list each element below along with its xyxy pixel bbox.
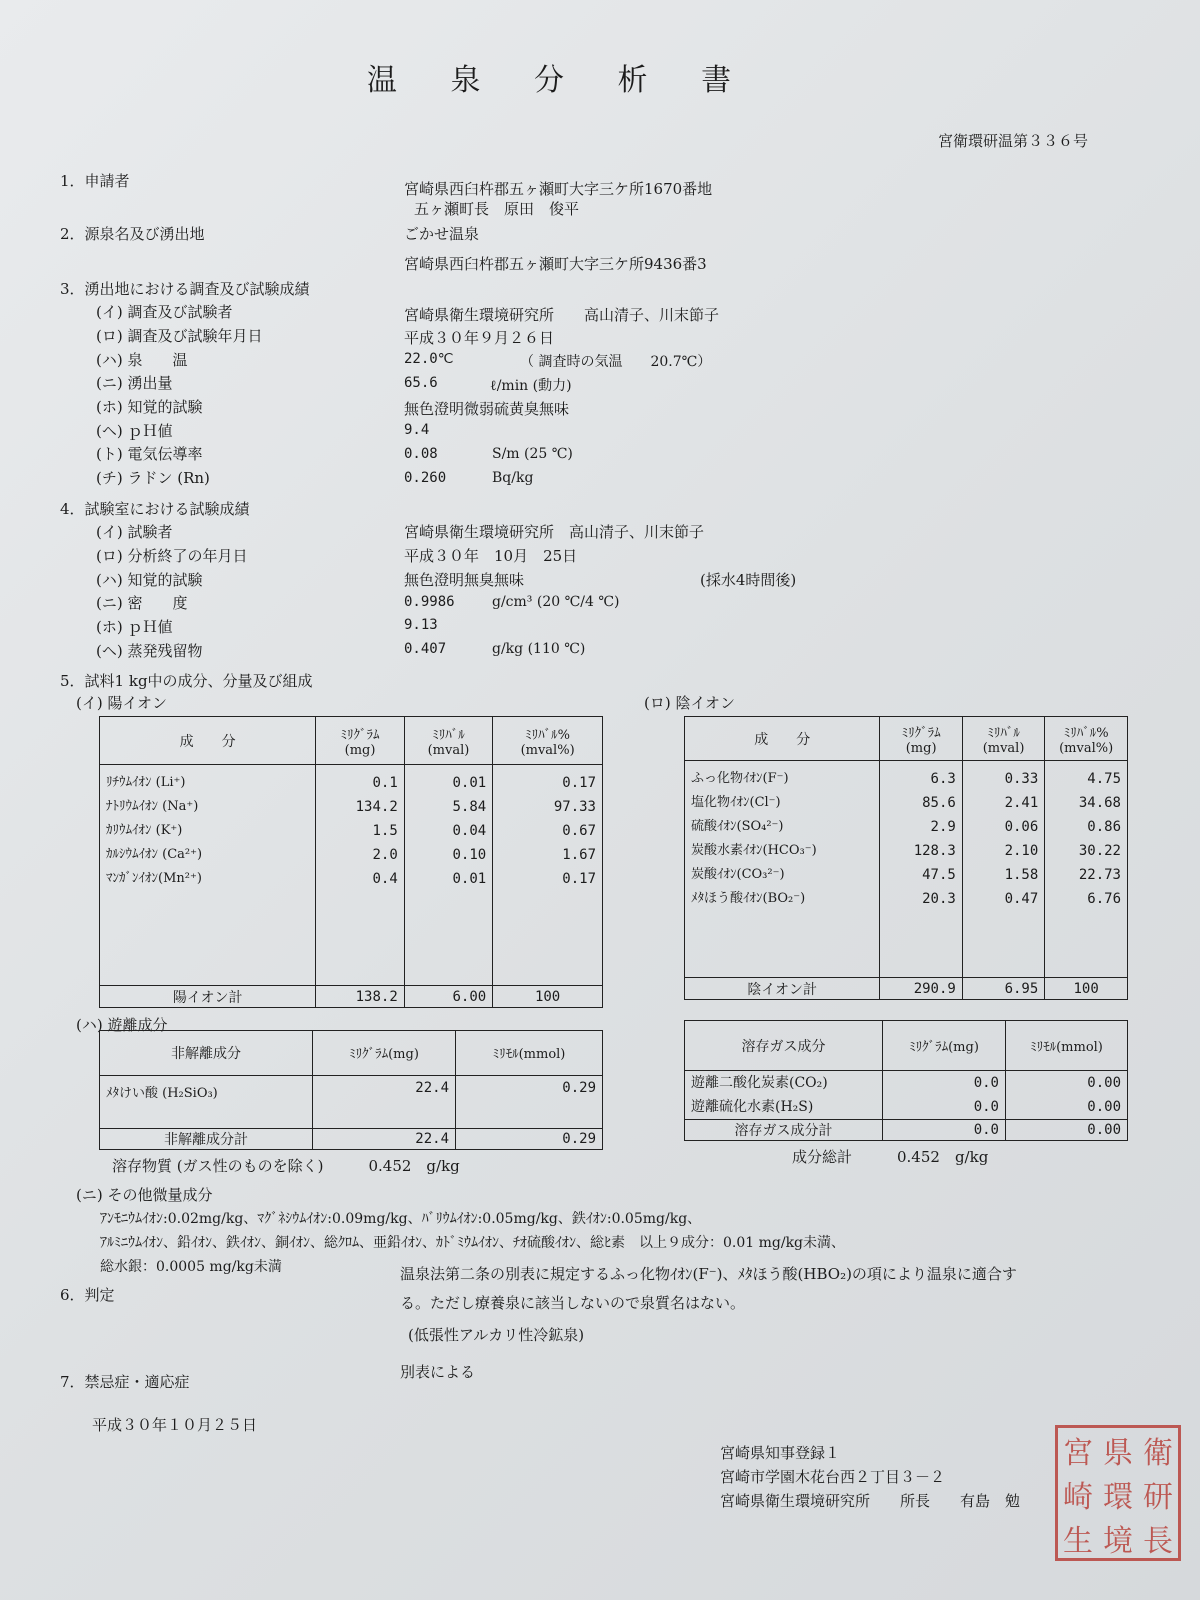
grand-total: 成分総計 0.452 g/kg [792, 1148, 989, 1166]
gas-total-mmol: 0.00 [1006, 1120, 1128, 1141]
issuer-address: 宮崎市学園木花台西２丁目３－２ [720, 1468, 946, 1486]
header-mg-label: ﾐﾘｸﾞﾗﾑ [901, 725, 941, 741]
s3-value: 65.6 [404, 375, 438, 391]
anion-total-mg: 290.9 [880, 978, 962, 1000]
document-number: 宮衛環研温第３３６号 [938, 132, 1089, 150]
gas-header [685, 1021, 1128, 1071]
s3-value: 無色澄明微弱硫黄臭無味 [404, 400, 570, 418]
cation-name: ﾅﾄﾘｳﾑｲｵﾝ (Na⁺) [106, 799, 199, 814]
s3-value-note: S/m (25 ℃) [492, 446, 573, 462]
header-component: 成 分 [100, 717, 316, 765]
anion-pct: 30.22 [1078, 843, 1121, 859]
anion-name: 塩化物ｲｵﾝ(Cl⁻) [691, 795, 781, 810]
header-mval-label: ﾐﾘﾊﾞﾙ [432, 727, 465, 743]
gas-mmol-col [1006, 1071, 1128, 1120]
s4-value: 無色澄明無臭無味 [404, 571, 525, 589]
header-mval-label: ﾐﾘﾊﾞﾙ [987, 725, 1020, 741]
anion-mval: 0.06 [1004, 819, 1039, 835]
nondiss-mg: 22.4 [313, 1075, 456, 1128]
anion-mg: 85.6 [922, 795, 956, 811]
s4-value: 9.13 [404, 617, 438, 633]
header-mg [880, 717, 962, 761]
header-pct-label: ﾐﾘﾊﾞﾙ% [525, 727, 571, 743]
s1-label: 1．申請者 [60, 172, 130, 190]
gas-h1: 溶存ガス成分 [685, 1021, 883, 1071]
cation-mg: 0.4 [372, 871, 398, 887]
header-component: 成 分 [685, 717, 880, 761]
s3-key: (ホ) 知覚的試験 [96, 398, 203, 416]
cation-mg: 2.0 [372, 847, 398, 863]
cation-pct: 97.33 [553, 799, 596, 815]
cation-mval: 0.04 [452, 823, 487, 839]
s3-value: 0.08 [404, 446, 438, 462]
nondiss-mmol: 0.29 [456, 1075, 603, 1128]
anion-total-row [685, 978, 1128, 1000]
cation-mg: 134.2 [355, 799, 398, 815]
s4-value: 0.407 [404, 641, 447, 657]
cation-total-label: 陽イオン計 [100, 986, 316, 1008]
cation-total-row [100, 986, 603, 1008]
anion-pct-col [1045, 761, 1128, 978]
s1-applicant: 五ヶ瀬町長 原田 俊平 [414, 200, 580, 218]
free-component-label: (ハ) 遊離成分 [76, 1016, 168, 1034]
s4-key: (ロ) 分析終了の年月日 [96, 547, 248, 565]
anion-mg: 128.3 [913, 843, 956, 859]
anion-name: ﾒﾀほう酸ｲｵﾝ(BO₂⁻) [691, 891, 806, 906]
gas-body [685, 1071, 1128, 1120]
s7-value: 別表による [400, 1363, 476, 1381]
seal-char: 境 [1103, 1524, 1133, 1559]
s3-key: (ロ) 調査及び試験年月日 [96, 327, 263, 345]
s4-value-note: (採水4時間後) [700, 571, 797, 589]
cation-pct: 0.67 [562, 823, 596, 839]
header-pct-unit: (mval%) [520, 742, 575, 758]
anion-names [685, 761, 880, 978]
cation-mval: 0.01 [452, 871, 487, 887]
anion-mg: 6.3 [930, 771, 956, 787]
anion-mval: 0.33 [1004, 771, 1039, 787]
anion-label: (ロ) 陰イオン [644, 694, 736, 712]
nondiss-row [100, 1075, 603, 1128]
s4-value: 宮崎県衛生環境研究所 高山清子、川末節子 [404, 523, 705, 541]
seal-char: 生 [1063, 1524, 1093, 1559]
cation-total-mg: 138.2 [316, 986, 404, 1008]
cation-mval: 0.10 [452, 847, 487, 863]
s3-key: (ヘ) ｐＨ値 [96, 422, 173, 440]
cation-pct: 0.17 [562, 775, 596, 791]
anion-table-body [685, 761, 1128, 978]
s7-label: 7．禁忌症・適応症 [60, 1373, 190, 1391]
cation-pct: 0.17 [562, 871, 596, 887]
header-mg-label: ﾐﾘｸﾞﾗﾑ [340, 727, 380, 743]
anion-name: ふっ化物ｲｵﾝ(F⁻) [691, 771, 789, 786]
s4-key: (ヘ) 蒸発残留物 [96, 642, 203, 660]
seal-char: 研 [1143, 1480, 1173, 1515]
s4-key: (ハ) 知覚的試験 [96, 571, 203, 589]
dissolved-gas-table [684, 1020, 1128, 1141]
cation-label: (イ) 陽イオン [76, 694, 168, 712]
header-mval-pct [493, 717, 603, 765]
header-pct-unit: (mval%) [1059, 740, 1114, 756]
s4-value-note: g/kg (110 ℃) [492, 641, 586, 657]
anion-total-label: 陰イオン計 [685, 978, 880, 1000]
header-mval-pct [1045, 717, 1128, 761]
anion-mg: 2.9 [930, 819, 956, 835]
header-mval-unit: (mval) [427, 742, 470, 758]
s3-key: (ト) 電気伝導率 [96, 445, 203, 463]
anion-table [684, 716, 1128, 1000]
gas-mmol: 0.00 [1087, 1099, 1121, 1115]
header-mval [404, 717, 492, 765]
s6-spring-type: (低張性アルカリ性冷鉱泉) [408, 1326, 585, 1344]
anion-mval: 0.47 [1004, 891, 1039, 907]
document-title: 温 泉 分 析 書 [366, 63, 754, 98]
s3-key: (ニ) 湧出量 [96, 374, 173, 392]
cation-name: ﾘﾁｳﾑｲｵﾝ (Li⁺) [106, 775, 186, 790]
gas-name: 遊離二酸化炭素(CO₂) [691, 1075, 828, 1091]
seal-char: 県 [1103, 1436, 1133, 1471]
issuer-name: 宮崎県衛生環境研究所 所長 有島 勉 [720, 1492, 1021, 1510]
nondissociated-table [99, 1030, 603, 1150]
s2-label: 2．源泉名及び湧出地 [60, 225, 205, 243]
anion-pct: 34.68 [1078, 795, 1121, 811]
nondiss-h1: 非解離成分 [100, 1031, 313, 1076]
s4-key: (ホ) ｐＨ値 [96, 618, 173, 636]
anion-mval: 2.10 [1004, 843, 1039, 859]
gas-mg-col [883, 1071, 1006, 1120]
cation-mval: 5.84 [452, 799, 487, 815]
anion-mg: 20.3 [922, 891, 956, 907]
gas-mg: 0.0 [973, 1075, 999, 1091]
nondiss-total-mmol: 0.29 [456, 1128, 603, 1149]
s3-key: (ハ) 泉 温 [96, 351, 188, 369]
s4-value-note: g/cm³ (20 ℃/4 ℃) [492, 594, 620, 610]
header-mg-unit: (mg) [905, 740, 937, 756]
header-pct-label: ﾐﾘﾊﾞﾙ% [1063, 725, 1109, 741]
nondiss-total-mg: 22.4 [313, 1128, 456, 1149]
nondiss-total-label: 非解離成分計 [100, 1128, 313, 1149]
trace-line-3: 総水銀：0.0005 mg/kg未満 [100, 1259, 282, 1275]
cation-name: ｶﾙｼｳﾑｲｵﾝ (Ca²⁺) [106, 847, 203, 862]
issue-date: 平成３０年１０月２５日 [92, 1416, 258, 1434]
gas-name: 遊離硫化水素(H₂S) [691, 1099, 814, 1115]
s3-value-note: （ 調査時の気温 20.7℃） [520, 354, 712, 370]
anion-total-mval: 6.95 [962, 978, 1044, 1000]
issuer-registration: 宮崎県知事登録１ [720, 1444, 841, 1462]
cation-pct: 1.67 [562, 847, 596, 863]
s2-spring-name: ごかせ温泉 [404, 225, 480, 243]
s4-label: 4．試験室における試験成績 [60, 500, 250, 518]
s2-location: 宮崎県西臼杵郡五ヶ瀬町大字三ケ所9436番3 [404, 255, 707, 273]
gas-mmol: 0.00 [1087, 1075, 1121, 1091]
cation-mg: 1.5 [372, 823, 398, 839]
nondiss-header [100, 1031, 603, 1076]
trace-line-1: ｱﾝﾓﾆｳﾑｲｵﾝ:0.02mg/kg、ﾏｸﾞﾈｼｳﾑｲｵﾝ:0.09mg/kg、ﾊﾞﾘｳﾑｲｵﾝ:0.05mg/kg、鉄ｲｵﾝ:0.05mg/kg、 [100, 1211, 702, 1227]
anion-name: 炭酸水素ｲｵﾝ(HCO₃⁻) [691, 843, 817, 858]
anion-mval: 2.41 [1004, 795, 1039, 811]
s3-key: (イ) 調査及び試験者 [96, 303, 233, 321]
cation-table-header [100, 717, 603, 765]
s4-value: 平成３０年 10月 25日 [404, 547, 578, 565]
gas-total [685, 1120, 1128, 1141]
gas-mg: 0.0 [973, 1099, 999, 1115]
anion-mval: 1.58 [1004, 867, 1039, 883]
s3-value: 平成３０年９月２６日 [404, 329, 555, 347]
s4-value: 0.9986 [404, 594, 455, 610]
header-mg-unit: (mg) [344, 742, 376, 758]
anion-total-pct: 100 [1045, 978, 1128, 1000]
cation-mval-col [404, 765, 492, 986]
gas-names [685, 1071, 883, 1120]
cation-pct-col [493, 765, 603, 986]
cation-total-pct: 100 [493, 986, 603, 1008]
anion-mval-col [962, 761, 1044, 978]
gas-h3: ﾐﾘﾓﾙ(mmol) [1006, 1021, 1128, 1071]
seal-char: 長 [1143, 1524, 1173, 1559]
anion-pct: 0.86 [1087, 819, 1121, 835]
anion-name: 炭酸ｲｵﾝ(CO₃²⁻) [691, 867, 785, 882]
anion-mg-col [880, 761, 962, 978]
gas-h2: ﾐﾘｸﾞﾗﾑ(mg) [883, 1021, 1006, 1071]
gas-total-label: 溶存ガス成分計 [685, 1120, 883, 1141]
header-mval-unit: (mval) [982, 740, 1025, 756]
anion-name: 硫酸ｲｵﾝ(SO₄²⁻) [691, 819, 784, 834]
cation-name: ｶﾘｳﾑｲｵﾝ (K⁺) [106, 823, 183, 838]
cation-table [99, 716, 603, 1008]
seal-char: 衛 [1143, 1436, 1173, 1471]
cation-mval: 0.01 [452, 775, 487, 791]
seal-char: 環 [1103, 1480, 1133, 1515]
s3-value-note: Bq/kg [492, 470, 534, 486]
header-mval [962, 717, 1044, 761]
s6-line-1: 温泉法第二条の別表に規定するふっ化物ｲｵﾝ(F⁻)、ﾒﾀほう酸(HBO₂)の項により温泉に適合す [400, 1265, 1017, 1283]
cation-total-mval: 6.00 [404, 986, 492, 1008]
anion-pct: 4.75 [1087, 771, 1121, 787]
nondiss-name: ﾒﾀけい酸 (H₂SiO₃) [100, 1075, 313, 1128]
gas-total-mg: 0.0 [883, 1120, 1006, 1141]
cation-mg-col [316, 765, 404, 986]
s1-address: 宮崎県西臼杵郡五ヶ瀬町大字三ケ所1670番地 [404, 180, 713, 198]
anion-pct: 22.73 [1078, 867, 1121, 883]
header-mg [316, 717, 404, 765]
s3-key: (チ) ラドン (Rn) [96, 469, 210, 487]
trace-line-2: ｱﾙﾐﾆｳﾑｲｵﾝ、鉛ｲｵﾝ、鉄ｲｵﾝ、銅ｲｵﾝ、総ｸﾛﾑ、亜鉛ｲｵﾝ、ｶﾄﾞﾐｳﾑｲｵﾝ、ﾁｵ硫酸ｲｵﾝ、総ﾋ素 以上９成分：0.01 mg/kg未満、 [100, 1235, 846, 1251]
cation-table-body [100, 765, 603, 986]
s3-value-note: ℓ/min (動力) [490, 378, 572, 394]
nondiss-h2: ﾐﾘｸﾞﾗﾑ(mg) [313, 1031, 456, 1076]
s4-key: (ニ) 密 度 [96, 594, 188, 612]
s4-key: (イ) 試験者 [96, 523, 173, 541]
s6-line-2: る。ただし療養泉に該当しないので泉質名はない。 [400, 1294, 746, 1312]
nondiss-total [100, 1128, 603, 1149]
s5-label: 5．試料1 kg中の成分、分量及び組成 [60, 672, 313, 690]
nondiss-h3: ﾐﾘﾓﾙ(mmol) [456, 1031, 603, 1076]
anion-mg: 47.5 [922, 867, 956, 883]
anion-table-header [685, 717, 1128, 761]
seal-char: 崎 [1063, 1480, 1093, 1515]
official-seal [1055, 1425, 1181, 1561]
cation-mg: 0.1 [372, 775, 398, 791]
s6-label: 6．判定 [60, 1286, 115, 1304]
s3-label: 3．湧出地における調査及び試験成績 [60, 280, 310, 298]
s3-value: 9.4 [404, 422, 430, 438]
anion-pct: 6.76 [1087, 891, 1121, 907]
seal-char: 宮 [1063, 1436, 1093, 1471]
cation-name: ﾏﾝｶﾞﾝｲｵﾝ(Mn²⁺) [106, 871, 202, 886]
s3-value: 0.260 [404, 470, 447, 486]
s3-value: 宮崎県衛生環境研究所 高山清子、川末節子 [404, 306, 720, 324]
dissolved-matter: 溶存物質 (ガス性のものを除く) 0.452 g/kg [112, 1157, 460, 1175]
cation-names [100, 765, 316, 986]
trace-label: (ニ) その他微量成分 [76, 1186, 213, 1204]
s3-value: 22.0℃ [404, 351, 454, 367]
